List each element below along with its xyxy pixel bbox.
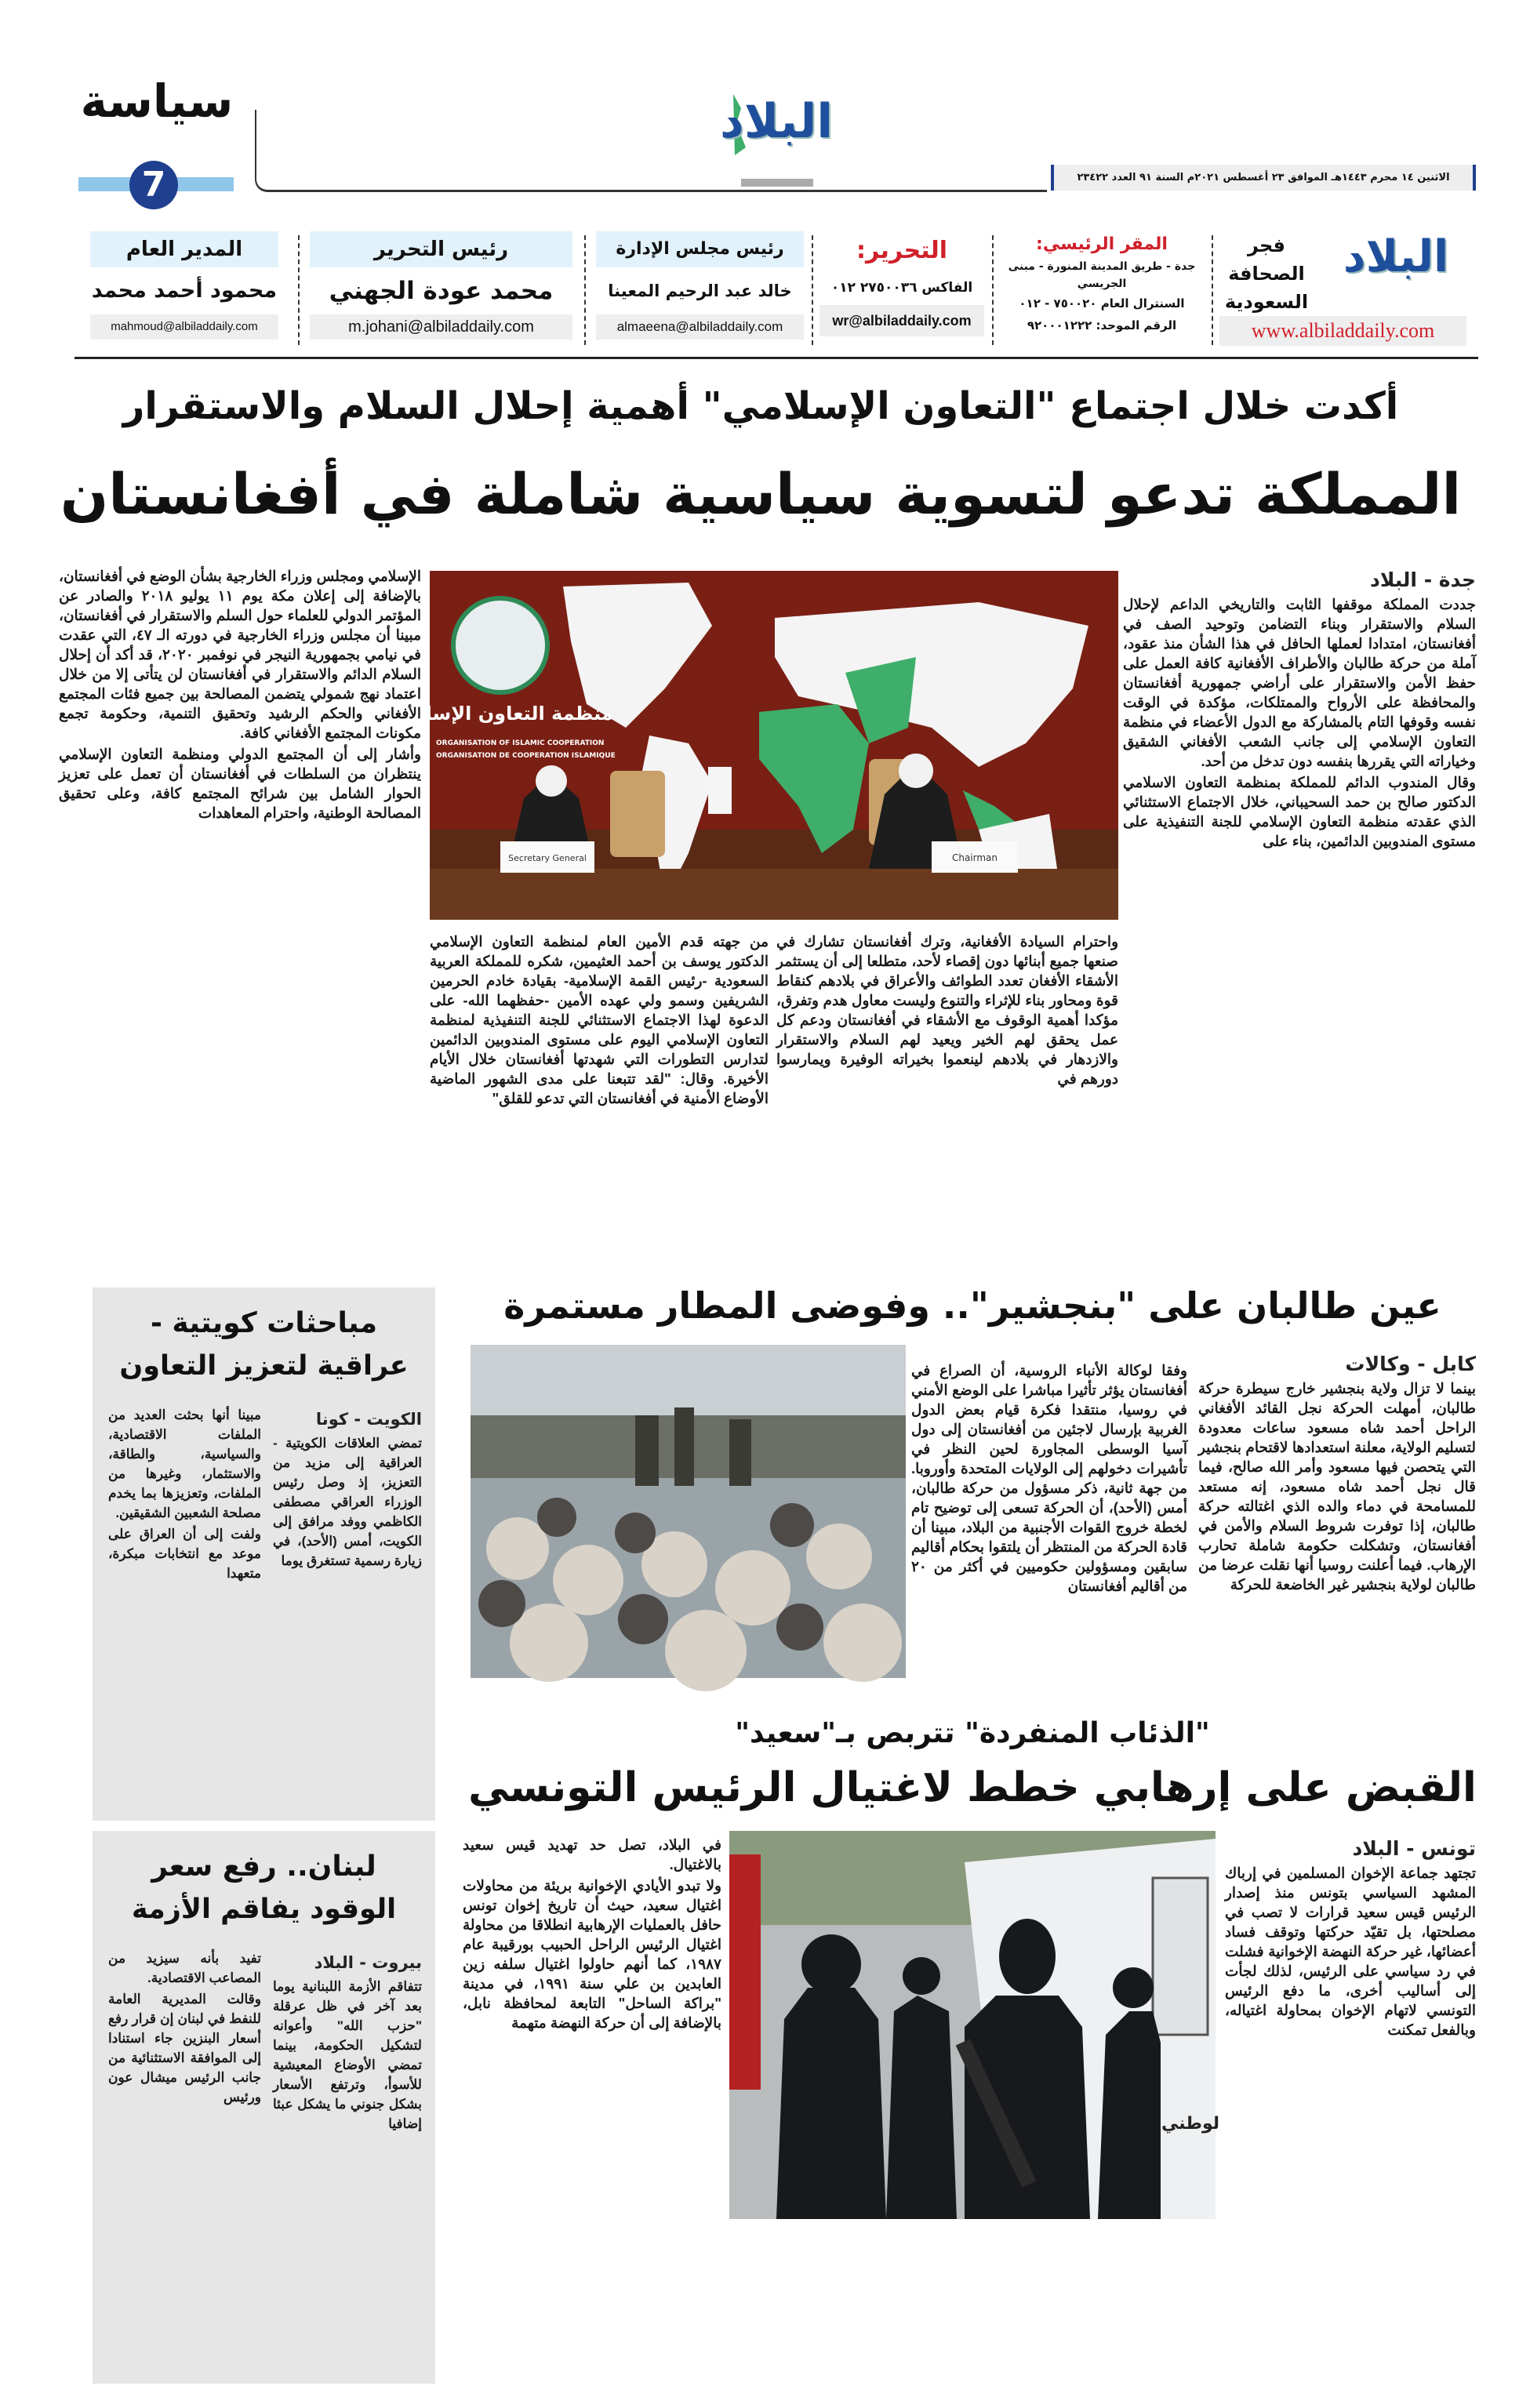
slogan-line: فجر — [1248, 234, 1285, 256]
hq-info — [1000, 231, 1204, 349]
hq-phone: السنترال العام ٧٥٠٠٢٠ - ٠١٢ — [1019, 296, 1185, 311]
kuwait-column-right — [273, 1405, 422, 1813]
paragraph: واحترام السيادة الأفغانية، وترك أفغانستان تشارك في صنعها جميع أبنائها دون إقصاء لأحد، متطلعا إلى أن يستثمر الأشقاء الأفغان تعدد الطوائف والأعراق في بلادهم كنقاط قوة ومحاور بناء للإثراء والتنوع وليست معاول هدم وتفرق، مؤكدا أهمية الوقوف مع الأشقاء في أفغانستان ودعم كل عمل يحقق لهم الخير ويعيد لهم السلام والاستقرار والازدهار في بلادهم لينعموا بخيراته الوفيرة ويمارسوا دورهم في — [776, 933, 1118, 1087]
chairman-sign: Chairman — [951, 852, 998, 863]
lebanon-column-left — [108, 1949, 261, 2376]
dateline: بيروت - البلاد — [314, 1953, 422, 1972]
tunisia-kicker: "الذئاب المنفردة" تتربص بـ"سعيد" — [735, 1717, 1210, 1749]
hq-unified-number: الرقم الموحد: ٩٢٠٠٠١٢٢٢ — [1027, 318, 1177, 332]
hq-title: المقر الرئيسي: — [1036, 234, 1168, 254]
paragraph: جددت المملكة موقفها الثابت والتاريخي الداعم لإحلال السلام والاستقرار وبناء التضامن وتوحيد الصف في أفغانستان، امتدادا لعملها الحافل في هذا الشأن منذ عقود، آملة من حركة طالبان والأطراف الأفغانية كافة العمل على حفظ الأمن والاستقرار على أراضي جمهورية أفغانستان والمحافظة على الأرواح والممتلكات، مؤكدة في الوقت نفسه وقوفها التام بالمشاركة مع الدول الأعضاء في منظمة التعاون الإسلامي إلى جانب الشعب الأفغاني الشقيق وخياراته التي يقررها بنفسه دون تدخل من أحد. — [1123, 596, 1476, 769]
editorial-info — [819, 231, 984, 349]
dateline: جدة - البلاد — [1370, 568, 1476, 591]
org-name-en: ORGANISATION OF ISLAMIC COOPERATION — [436, 739, 605, 747]
general-manager-info — [90, 231, 278, 349]
divider — [1212, 235, 1213, 345]
editor-in-chief-email[interactable]: m.johani@albiladdaily.com — [310, 314, 572, 340]
kuwait-iraq-box — [93, 1288, 435, 1821]
logo-text: البلاد — [720, 94, 833, 149]
paragraph: وأشار إلى أن المجتمع الدولي ومنظمة التعاون الإسلامي ينتظران من السلطات في أفغانستان أن تعمل على تعزيز الحوار الشامل بين شرائح المجتمع كافة، وعلى تحقيق المصالحة الوطنية، واحترام المعاهدات — [59, 746, 421, 821]
lead-column-mid-right — [776, 932, 1118, 1284]
divider — [812, 235, 813, 345]
airport-crowd-photo — [471, 1345, 906, 1678]
paragraph: تتفاقم الأزمة اللبنانية يوما بعد آخر في ظل عرقلة "حزب الله" وأعوانه لتشكيل الحكومة، بينما تمضي الأوضاع المعيشية للأسوأ، وترتفع الأسعار بشكل جنوني ما يشكل عبئا إضافيا — [273, 1979, 422, 2131]
general-manager-title: المدير العام — [90, 231, 278, 267]
lead-kicker: أكدت خلال اجتماع "التعاون الإسلامي" أهمية إحلال السلام والاستقرار — [122, 384, 1399, 428]
slogan-line: الصحافة — [1228, 263, 1305, 285]
chairman-email[interactable]: almaeena@albiladdaily.com — [596, 314, 804, 340]
paragraph: وقالت المديرية العامة للنفط في لبنان إن قرار رفع أسعار البنزين جاء استنادا إلى الموافقة الاستثنائية من جانب الرئيس ميشال عون ورئيس — [108, 1992, 261, 2105]
dateline: تونس - البلاد — [1352, 1837, 1476, 1860]
tunisia-column-left — [463, 1835, 721, 2384]
paragraph: ولا تبدو الأيادي الإخوانية بريئة من محاولات اغتيال سعيد، حيث أن تاريخ إخوان تونس حافل بالعمليات الإرهابية انطلاقا من محاولة اغتيال الرئيس الراحل الحبيب بورقيبة عام ١٩٨٧، كما أنهم حاولوا اغتيال سلفه زين العابدين بن علي سنة ١٩٩١، في مدينة "براكة الساحل" التابعة لمحافظة نابل، بالإضافة إلى أن حركة النهضة متهمة — [463, 1877, 721, 2031]
lead-headline: المملكة تدعو لتسوية سياسية شاملة في أفغانستان — [60, 461, 1462, 527]
general-manager-name: محمود أحمد محمد — [91, 278, 278, 303]
paragraph: الإسلامي ومجلس وزراء الخارجية بشأن الوضع في أفغانستان، بالإضافة إلى إعلان مكة يوم ١١ يوليو ٢٠١٨ والصادر عن المؤتمر الدولي للعلماء حول السلم والاستقرار في أفغانستان، مبينا أن مجلس وزراء الخارجية في دورته الـ ٤٧، التي عقدت في نيامي بجمهورية النيجر في نوفمبر ٢٠٢٠، قد أكد أن إحلال السلام الدائم والاستقرار في أفغانستان لن يتأتى إلا من خلال اعتماد نهج شمولي يتضمن المصالحة بين جميع فئات المجتمع الأفغاني والحكم الرشيد وتحقيق التنمية، وحكومة تجمع مكونات المجتمع الأفغاني كافة. — [59, 568, 422, 741]
dateline: كابل - وكالات — [1345, 1353, 1476, 1375]
masthead-slogan — [1219, 231, 1314, 316]
org-name-fr: ORGANISATION DE COOPERATION ISLAMIQUE — [436, 752, 616, 760]
chairman-name: خالد عبد الرحيم المعينا — [608, 281, 792, 300]
logo-underbar — [741, 179, 813, 187]
editor-in-chief-title: رئيس التحرير — [310, 231, 572, 267]
lead-photo — [387, 571, 1118, 920]
dateline: الكويت - كونا — [315, 1410, 422, 1429]
page-number: 7 — [141, 165, 166, 205]
paragraph: تفيد بأنه سيزيد من المصاعب الاقتصادية. — [108, 1951, 261, 1985]
paragraph: من جهته قدم الأمين العام لمنظمة التعاون الإسلامي الدكتور يوسف بن أحمد العثيمين، شكره للمملكة العربية السعودية -رئيس القمة الإسلامية- بقيادة خادم الحرمين الشريفين وسمو ولي عهده الأمين -حفظهما الله- على الدعوة لهذا الاجتماع الاستثنائي للجنة التنفيذية لمنظمة التعاون الإسلامي اليوم على مستوى المندوبين الدائمين لتدارس التطورات التي شهدتها أفغانستان خلال الأيام الأخيرة. وقال: "لقد تتبعنا على مدى الشهور الماضية الأوضاع الأمنية في أفغانستان التي تدعو للقلق" — [430, 933, 769, 1106]
editorial-email[interactable]: wr@albiladdaily.com — [819, 305, 984, 336]
editor-in-chief-name: محمد عودة الجهني — [329, 277, 554, 305]
paragraph: تمضي العلاقات الكويتية - العراقية إلى مزيد من التعزيز، إذ وصل رئيس الوزراء العراقي مصطفى الكاظمي ووفد مرافق إلى الكويت، أمس (الأحد)، في زيارة رسمية تستغرق يوما — [273, 1436, 422, 1568]
org-name-ar: منظمة التعاون الإسلامي — [387, 703, 613, 725]
editorial-title: التحرير: — [856, 237, 947, 264]
afghan-column-right — [1198, 1350, 1476, 1687]
paragraph: مبينا أنها بحثت العديد من الملفات الاقتصادية، والسياسية، والطاقة، والاستثمار، وغيرها من الملفات، وتعزيزها بما يخدم مصلحة الشعبين الشقيقين. — [108, 1407, 261, 1520]
page-number-badge — [129, 161, 178, 209]
kuwait-headline-line-2: عراقية لتعزيز التعاون — [119, 1350, 409, 1382]
afghan-column-left — [911, 1360, 1187, 1687]
chairman-title: رئيس مجلس الإدارة — [596, 231, 804, 267]
general-manager-email[interactable]: mahmoud@albiladdaily.com — [90, 314, 278, 340]
issue-date: الاثنين ١٤ محرم ١٤٤٣هـ الموافق ٢٣ أغسطس ٢٠٢١م السنة ٩١ العدد ٢٣٤٢٢ — [1051, 165, 1476, 191]
slogan-line: السعودية — [1224, 291, 1309, 313]
oic-logo-icon — [453, 598, 547, 692]
paragraph: ولفت إلى أن العراق على موعد مع انتخابات مبكرة، متعهدا — [108, 1527, 261, 1581]
lebanon-headline-line-2: الوقود يفاقم الأزمة — [131, 1894, 397, 1925]
masthead-rule — [74, 357, 1478, 359]
secretary-general-sign: Secretary General — [508, 853, 587, 863]
editor-in-chief-info — [310, 231, 572, 349]
lebanon-box — [93, 1831, 435, 2384]
paragraph: وفقا لوكالة الأنباء الروسية، أن الصراع في أفغانستان يؤثر تأثيرا مباشرا على الوضع الأمني في روسيا، منتقدا فكرة قيام بعض الدول الغربية بإرسال لاجئين من أفغانستان إلى دول آسيا الوسطى المجاورة لحين النظر في تأشيرات دخولهم إلى الولايات المتحدة وأوروبا. من جهة ثانية، ذكر مسؤول من حركة طالبان، أمس (الأحد)، أن الحركة تسعى إلى توضيح تام لخطة خروج القوات الأجنبية من البلاد، مبينا أن قادة الحركة من المنتظر أن يلتقوا بحكام أقاليم سابقين ومسؤولين حكوميين في أكثر من ٢٠ من أقاليم أفغانستان — [911, 1362, 1187, 1594]
tunisia-headline: القبض على إرهابي خطط لاغتيال الرئيس التونسي — [468, 1764, 1477, 1811]
tunisia-police-photo — [729, 1831, 1220, 2219]
paragraph: بينما لا تزال ولاية بنجشير خارج سيطرة حركة طالبان، أمهلت الحركة نجل القائد الأفغاني الراحل أحمد شاه مسعود ساعات معدودة لتسليم الولاية، معلنة استعدادها لاقتحام بنجشير التي يتحصن فيها مسعود وأمر الله صالح، فيما قال نجل أحمد شاه مسعود، إنه مستعد للمسامحة في دماء والده الذي اغتالته حركة طالبان، إذا توفرت شروط السلام والأمن في أفغانستان، وتشكلت حكومة شاملة تحارب الإرهاب. فيما أعلنت روسيا أنها نقلت عرضا من طالبان لولاية بنجشير غير الخاضعة للحركة — [1198, 1380, 1476, 1593]
header-rule — [255, 110, 1047, 192]
masthead-logo: البلاد — [1343, 231, 1449, 282]
lead-column-right — [1123, 566, 1476, 1288]
divider — [298, 235, 300, 345]
tunisia-column-right — [1225, 1835, 1476, 2384]
website-link[interactable]: www.albiladdaily.com — [1219, 316, 1466, 346]
editorial-fax: الفاكس ٢٧٥٠٠٣٦ ٠١٢ — [830, 280, 973, 296]
lebanon-headline-line-1: لبنان.. رفع سعر — [151, 1850, 376, 1883]
lebanon-column-right — [273, 1949, 422, 2376]
header-logo — [690, 86, 863, 180]
van-label: لوطني — [1161, 2114, 1220, 2134]
kuwait-headline-line-1: مباحثات كويتية - — [150, 1307, 378, 1339]
paragraph: وقال المندوب الدائم للمملكة بمنظمة التعاون الاسلامي الدكتور صالح بن حمد السحيباني، خلال الاجتماع الاستثنائي الذي عقدته منظمة التعاون الإسلامي للجنة التنفيذية على مستوى المندوبين الدائمين، بناء على — [1123, 774, 1476, 849]
lead-column-left — [59, 566, 421, 1288]
lead-column-mid-left — [430, 932, 769, 1284]
paragraph: في البلاد، تصل حد تهديد قيس سعيد بالاغتيال. — [463, 1836, 721, 1872]
chairman-info — [596, 231, 804, 349]
hq-address: جدة - طريق المدينة المنورة - مبنى الجريسي — [1008, 260, 1196, 290]
divider — [584, 235, 586, 345]
paragraph: تجتهد جماعة الإخوان المسلمين في إرباك المشهد السياسي بتونس منذ إصدار الرئيس قيس سعيد قرارات لا تصب في مصلحتها، بل تقيّد حركتها وتوقف فساد أعضائها، غير حركة النهضة الإخوانية فشلت في رد سياسي على الرئيس، لذلك لجأت إلى أساليب أخرى، ما دفع الرئيس التونسي لاتهام الإخوان بمحاولة اغتياله، وبالفعل تمكنت — [1225, 1865, 1476, 2038]
section-title: سياسة — [80, 74, 234, 128]
divider — [992, 235, 994, 345]
afghan-headline: عين طالبان على "بنجشير".. وفوضى المطار مستمرة — [503, 1284, 1441, 1327]
kuwait-column-left — [108, 1405, 261, 1813]
